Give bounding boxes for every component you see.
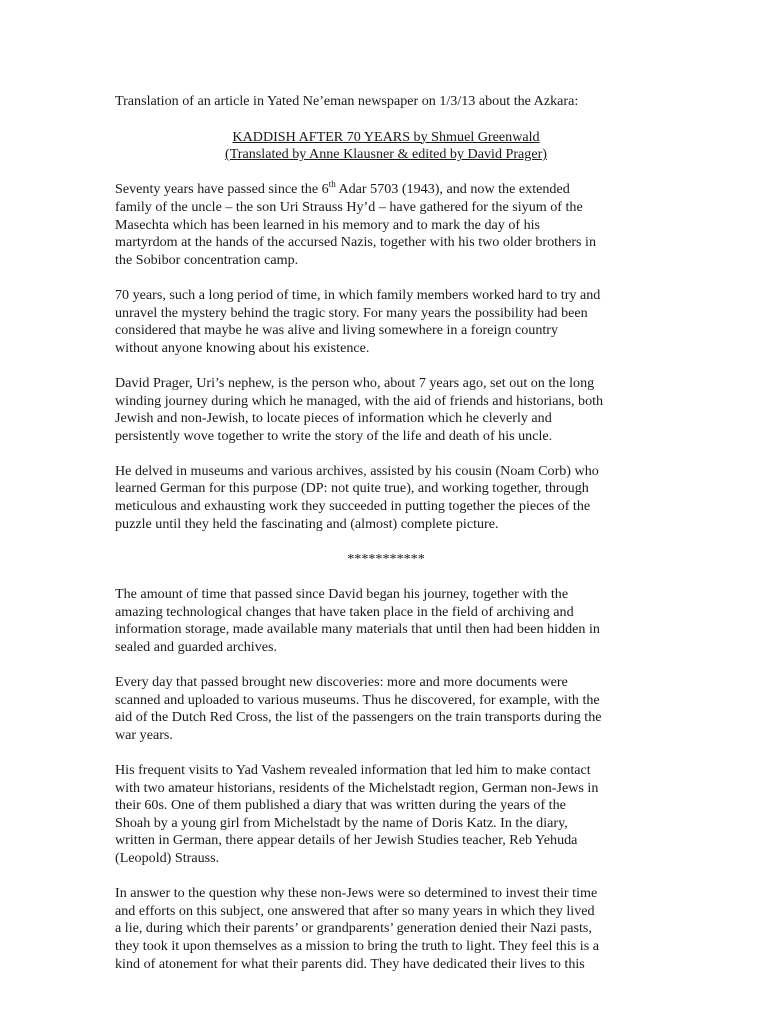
paragraph-4 bbox=[115, 463, 657, 533]
paragraph-line: meticulous and exhausting work they succeeded in putting together the pieces of the bbox=[115, 498, 591, 515]
title-line-main: KADDISH AFTER 70 YEARS by Shmuel Greenwald bbox=[232, 128, 540, 145]
paragraph-line: written in German, there appear details of her Jewish Studies teacher, Reb Yehuda bbox=[115, 832, 578, 849]
paragraph-line: The amount of time that passed since David began his journey, together with the bbox=[115, 586, 569, 603]
paragraph-line: unravel the mystery behind the tragic story. For many years the possibility had been bbox=[115, 304, 588, 321]
paragraph-line: Jewish and non-Jewish, to locate pieces of information which he cleverly and bbox=[115, 410, 552, 427]
paragraph-8 bbox=[115, 885, 657, 973]
paragraph-3 bbox=[115, 375, 657, 445]
paragraph-line: aid of the Dutch Red Cross, the list of the passengers on the train transports during the bbox=[115, 709, 602, 726]
intro-line: Translation of an article in Yated Ne’eman newspaper on 1/3/13 about the Azkara: bbox=[115, 93, 579, 109]
paragraph-line: Masechta which has been learned in his memory and to mark the day of his bbox=[115, 216, 541, 233]
text-fragment: Seventy years have passed since the 6 bbox=[115, 181, 329, 198]
paragraph-5 bbox=[115, 586, 657, 656]
paragraph-line: David Prager, Uri’s nephew, is the person who, about 7 years ago, set out on the long bbox=[115, 374, 595, 391]
paragraph-line: (Leopold) Strauss. bbox=[115, 849, 220, 866]
paragraph-line: they took it upon themselves as a mission to bring the truth to light. They feel this is a bbox=[115, 937, 599, 954]
paragraph-7 bbox=[115, 762, 657, 868]
paragraph-line: a lie, during which their parents’ or grandparents’ generation denied their Nazi pasts, bbox=[115, 920, 592, 937]
paragraph-line: puzzle until they held the fascinating and (almost) complete picture. bbox=[115, 515, 499, 532]
paragraph-line: Every day that passed brought new discoveries: more and more documents were bbox=[115, 674, 568, 690]
paragraph-1 bbox=[115, 178, 657, 269]
paragraph-line: learned German for this purpose (DP: not quite true), and working together, through bbox=[115, 480, 589, 497]
paragraph-line: winding journey during which he managed, with the aid of friends and historians, both bbox=[115, 392, 604, 409]
paragraph-line: kind of atonement for what their parents did. They have dedicated their lives to this bbox=[115, 955, 585, 972]
paragraph-line: persistently wove together to write the story of the life and death of his uncle. bbox=[115, 427, 553, 444]
paragraph-line: martyrdom at the hands of the accursed Nazis, together with his two older brothers in bbox=[115, 234, 597, 251]
paragraph-line: and efforts on this subject, one answered that after so many years in which they lived bbox=[115, 902, 595, 919]
paragraph-line: information storage, made available many materials that until then had been hidden in bbox=[115, 621, 600, 638]
paragraph-line: with two amateur historians, residents of the Michelstadt region, German non-Jews in bbox=[115, 779, 599, 796]
section-separator: *********** bbox=[347, 550, 425, 567]
paragraph-2 bbox=[115, 287, 657, 357]
paragraph-line: without anyone knowing about his existence. bbox=[115, 339, 370, 356]
title-line-credits: (Translated by Anne Klausner & edited by David Prager) bbox=[225, 146, 547, 163]
text-fragment: Adar 5703 (1943), and now the extended bbox=[335, 181, 570, 198]
paragraph-line: In answer to the question why these non-Jews were so determined to invest their time bbox=[115, 885, 598, 902]
paragraph-line: sealed and guarded archives. bbox=[115, 638, 278, 655]
paragraph-line: Shoah by a young girl from Michelstadt by the name of Doris Katz. In the diary, bbox=[115, 814, 568, 831]
paragraph-line: war years. bbox=[115, 726, 173, 743]
paragraph-line: 70 years, such a long period of time, in which family members worked hard to try and bbox=[115, 286, 601, 303]
paragraph-6 bbox=[115, 674, 657, 744]
article-title bbox=[115, 129, 657, 164]
paragraph-line: considered that maybe he was alive and living somewhere in a foreign country bbox=[115, 322, 559, 339]
paragraph-line bbox=[115, 178, 657, 199]
document-page bbox=[115, 93, 657, 973]
paragraph-line: amazing technological changes that have taken place in the field of archiving and bbox=[115, 603, 574, 620]
paragraph-line: His frequent visits to Yad Vashem revealed information that led him to make contact bbox=[115, 761, 591, 778]
ordinal-superscript: th bbox=[328, 178, 336, 189]
paragraph-line: He delved in museums and various archives, assisted by his cousin (Noam Corb) who bbox=[115, 462, 599, 479]
paragraph-line: scanned and uploaded to various museums. Thus he discovered, for example, with the bbox=[115, 691, 600, 708]
paragraph-line: their 60s. One of them published a diary that was written during the years of the bbox=[115, 797, 566, 814]
paragraph-line: family of the uncle – the son Uri Strauss Hy’d – have gathered for the siyum of the bbox=[115, 198, 583, 215]
paragraph-line: the Sobibor concentration camp. bbox=[115, 251, 299, 268]
